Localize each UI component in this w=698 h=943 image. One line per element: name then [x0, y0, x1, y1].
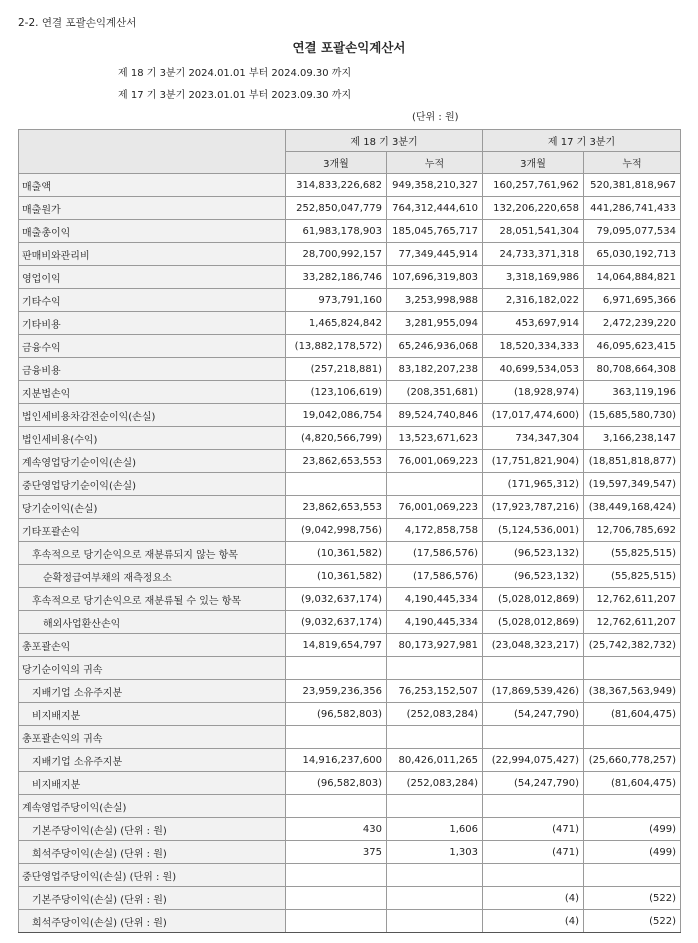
- value-cell: 28,700,992,157: [286, 243, 387, 266]
- value-cell: (9,032,637,174): [286, 611, 387, 634]
- value-cell: 3,318,169,986: [483, 266, 584, 289]
- value-cell: [483, 657, 584, 680]
- header-period-current: 제 18 기 3분기: [286, 130, 483, 152]
- value-cell: (17,586,576): [387, 565, 483, 588]
- row-label: 영업이익: [19, 266, 286, 289]
- value-cell: 430: [286, 818, 387, 841]
- table-row: [19, 427, 681, 450]
- table-row: [19, 749, 681, 772]
- value-cell: 14,064,884,821: [584, 266, 681, 289]
- value-cell: [483, 795, 584, 818]
- value-cell: 734,347,304: [483, 427, 584, 450]
- value-cell: (208,351,681): [387, 381, 483, 404]
- value-cell: [584, 864, 681, 887]
- value-cell: 79,095,077,534: [584, 220, 681, 243]
- value-cell: (499): [584, 841, 681, 864]
- period-prior: 제 17 기 3분기 2023.01.01 부터 2023.09.30 까지: [118, 90, 352, 101]
- value-cell: (17,017,474,600): [483, 404, 584, 427]
- value-cell: (9,032,637,174): [286, 588, 387, 611]
- table-row: [19, 611, 681, 634]
- row-label: 지배기업 소유주지분: [19, 749, 286, 772]
- table-row: [19, 358, 681, 381]
- value-cell: 107,696,319,803: [387, 266, 483, 289]
- value-cell: 3,166,238,147: [584, 427, 681, 450]
- value-cell: 453,697,914: [483, 312, 584, 335]
- table-row: [19, 795, 681, 818]
- value-cell: [387, 657, 483, 680]
- value-cell: [483, 864, 584, 887]
- section-title: 2-2. 연결 포괄손익계산서: [18, 17, 137, 29]
- value-cell: [387, 864, 483, 887]
- value-cell: (17,751,821,904): [483, 450, 584, 473]
- row-label: 지분법손익: [19, 381, 286, 404]
- value-cell: (19,597,349,547): [584, 473, 681, 496]
- value-cell: 12,706,785,692: [584, 519, 681, 542]
- table-row: [19, 519, 681, 542]
- row-label: 기타비용: [19, 312, 286, 335]
- value-cell: 13,523,671,623: [387, 427, 483, 450]
- value-cell: 14,916,237,600: [286, 749, 387, 772]
- value-cell: [387, 795, 483, 818]
- value-cell: 46,095,623,415: [584, 335, 681, 358]
- value-cell: 363,119,196: [584, 381, 681, 404]
- value-cell: (38,367,563,949): [584, 680, 681, 703]
- value-cell: 80,426,011,265: [387, 749, 483, 772]
- value-cell: 764,312,444,610: [387, 197, 483, 220]
- value-cell: 3,281,955,094: [387, 312, 483, 335]
- table-row: [19, 818, 681, 841]
- value-cell: 132,206,220,658: [483, 197, 584, 220]
- value-cell: (5,124,536,001): [483, 519, 584, 542]
- value-cell: 19,042,086,754: [286, 404, 387, 427]
- table-row: [19, 772, 681, 795]
- value-cell: 80,708,664,308: [584, 358, 681, 381]
- value-cell: 12,762,611,207: [584, 611, 681, 634]
- table-body: [19, 174, 681, 933]
- value-cell: (22,994,075,427): [483, 749, 584, 772]
- value-cell: (4): [483, 887, 584, 910]
- row-label: 계속영업주당이익(손실): [19, 795, 286, 818]
- table-row: [19, 726, 681, 749]
- row-label: 매출총이익: [19, 220, 286, 243]
- value-cell: 23,862,653,553: [286, 496, 387, 519]
- value-cell: 185,045,765,717: [387, 220, 483, 243]
- value-cell: [584, 657, 681, 680]
- income-statement-table: [18, 129, 681, 933]
- value-cell: (522): [584, 910, 681, 933]
- value-cell: (10,361,582): [286, 542, 387, 565]
- row-label: 금융수익: [19, 335, 286, 358]
- value-cell: (18,928,974): [483, 381, 584, 404]
- value-cell: [286, 795, 387, 818]
- value-cell: 18,520,334,333: [483, 335, 584, 358]
- value-cell: (257,218,881): [286, 358, 387, 381]
- value-cell: (55,825,515): [584, 565, 681, 588]
- value-cell: 83,182,207,238: [387, 358, 483, 381]
- value-cell: 76,001,069,223: [387, 450, 483, 473]
- value-cell: (252,083,284): [387, 772, 483, 795]
- table-row: [19, 588, 681, 611]
- table-row: [19, 266, 681, 289]
- value-cell: [387, 473, 483, 496]
- row-label: 해외사업환산손익: [19, 611, 286, 634]
- value-cell: (5,028,012,869): [483, 611, 584, 634]
- value-cell: (81,604,475): [584, 772, 681, 795]
- value-cell: (123,106,619): [286, 381, 387, 404]
- row-label: 당기순이익(손실): [19, 496, 286, 519]
- table-row: [19, 864, 681, 887]
- row-label: 중단영업당기순이익(손실): [19, 473, 286, 496]
- table-row: [19, 657, 681, 680]
- row-label: 희석주당이익(손실) (단위 : 원): [19, 841, 286, 864]
- value-cell: (54,247,790): [483, 703, 584, 726]
- table-row: [19, 335, 681, 358]
- table-row: [19, 473, 681, 496]
- header-3month-current: 3개월: [286, 152, 387, 174]
- value-cell: (499): [584, 818, 681, 841]
- value-cell: (55,825,515): [584, 542, 681, 565]
- row-label: 기본주당이익(손실) (단위 : 원): [19, 818, 286, 841]
- value-cell: 314,833,226,682: [286, 174, 387, 197]
- value-cell: (15,685,580,730): [584, 404, 681, 427]
- header-cumulative-current: 누적: [387, 152, 483, 174]
- row-label: 희석주당이익(손실) (단위 : 원): [19, 910, 286, 933]
- value-cell: 4,190,445,334: [387, 588, 483, 611]
- value-cell: [387, 910, 483, 933]
- row-label: 지배기업 소유주지분: [19, 680, 286, 703]
- table-row: [19, 450, 681, 473]
- period-current: 제 18 기 3분기 2024.01.01 부터 2024.09.30 까지: [118, 68, 352, 79]
- table-row: [19, 680, 681, 703]
- row-label: 후속적으로 당기손익으로 재분류될 수 있는 항목: [19, 588, 286, 611]
- value-cell: 14,819,654,797: [286, 634, 387, 657]
- value-cell: 160,257,761,962: [483, 174, 584, 197]
- row-label: 비지배지분: [19, 703, 286, 726]
- header-period-prior: 제 17 기 3분기: [483, 130, 681, 152]
- row-label: 후속적으로 당기순익으로 재분류되지 않는 항목: [19, 542, 286, 565]
- value-cell: (522): [584, 887, 681, 910]
- header-cumulative-prior: 누적: [584, 152, 681, 174]
- value-cell: 33,282,186,746: [286, 266, 387, 289]
- table-row: [19, 243, 681, 266]
- value-cell: 61,983,178,903: [286, 220, 387, 243]
- unit-label: (단위 : 원): [412, 112, 459, 123]
- value-cell: [387, 887, 483, 910]
- row-label: 계속영업당기순이익(손실): [19, 450, 286, 473]
- value-cell: (96,523,132): [483, 542, 584, 565]
- row-label: 기타포괄손익: [19, 519, 286, 542]
- value-cell: 65,030,192,713: [584, 243, 681, 266]
- value-cell: 12,762,611,207: [584, 588, 681, 611]
- value-cell: [286, 726, 387, 749]
- value-cell: (25,660,778,257): [584, 749, 681, 772]
- value-cell: (38,449,168,424): [584, 496, 681, 519]
- value-cell: (96,582,803): [286, 772, 387, 795]
- value-cell: 949,358,210,327: [387, 174, 483, 197]
- header-3month-prior: 3개월: [483, 152, 584, 174]
- value-cell: 973,791,160: [286, 289, 387, 312]
- value-cell: (23,048,323,217): [483, 634, 584, 657]
- value-cell: 23,862,653,553: [286, 450, 387, 473]
- value-cell: 89,524,740,846: [387, 404, 483, 427]
- value-cell: 76,253,152,507: [387, 680, 483, 703]
- value-cell: 40,699,534,053: [483, 358, 584, 381]
- value-cell: 441,286,741,433: [584, 197, 681, 220]
- value-cell: 520,381,818,967: [584, 174, 681, 197]
- value-cell: 1,303: [387, 841, 483, 864]
- value-cell: 2,472,239,220: [584, 312, 681, 335]
- value-cell: 252,850,047,779: [286, 197, 387, 220]
- row-label: 금융비용: [19, 358, 286, 381]
- value-cell: [286, 657, 387, 680]
- value-cell: (4): [483, 910, 584, 933]
- value-cell: 3,253,998,988: [387, 289, 483, 312]
- table-row: [19, 174, 681, 197]
- value-cell: [286, 887, 387, 910]
- value-cell: (96,582,803): [286, 703, 387, 726]
- table-row: [19, 887, 681, 910]
- value-cell: (17,869,539,426): [483, 680, 584, 703]
- value-cell: 24,733,371,318: [483, 243, 584, 266]
- value-cell: (471): [483, 818, 584, 841]
- row-label: 중단영업주당이익(손실) (단위 : 원): [19, 864, 286, 887]
- table-row: [19, 312, 681, 335]
- row-label: 비지배지분: [19, 772, 286, 795]
- table-row: [19, 542, 681, 565]
- row-label: 총포괄손익: [19, 634, 286, 657]
- table-row: [19, 220, 681, 243]
- value-cell: 23,959,236,356: [286, 680, 387, 703]
- value-cell: 80,173,927,981: [387, 634, 483, 657]
- row-label: 매출원가: [19, 197, 286, 220]
- value-cell: 1,465,824,842: [286, 312, 387, 335]
- header-corner: [19, 130, 286, 174]
- value-cell: 76,001,069,223: [387, 496, 483, 519]
- value-cell: (54,247,790): [483, 772, 584, 795]
- value-cell: 77,349,445,914: [387, 243, 483, 266]
- value-cell: 65,246,936,068: [387, 335, 483, 358]
- value-cell: [286, 864, 387, 887]
- value-cell: (9,042,998,756): [286, 519, 387, 542]
- table-row: [19, 841, 681, 864]
- table-row: [19, 197, 681, 220]
- value-cell: (171,965,312): [483, 473, 584, 496]
- row-label: 당기순이익의 귀속: [19, 657, 286, 680]
- value-cell: [483, 726, 584, 749]
- value-cell: 375: [286, 841, 387, 864]
- value-cell: (18,851,818,877): [584, 450, 681, 473]
- value-cell: (17,923,787,216): [483, 496, 584, 519]
- value-cell: [584, 795, 681, 818]
- row-label: 법인세비용(수익): [19, 427, 286, 450]
- row-label: 매출액: [19, 174, 286, 197]
- row-label: 판매비와관리비: [19, 243, 286, 266]
- table-row: [19, 381, 681, 404]
- value-cell: (13,882,178,572): [286, 335, 387, 358]
- value-cell: 6,971,695,366: [584, 289, 681, 312]
- row-label: 기본주당이익(손실) (단위 : 원): [19, 887, 286, 910]
- table-row: [19, 565, 681, 588]
- row-label: 기타수익: [19, 289, 286, 312]
- table-row: [19, 289, 681, 312]
- value-cell: (5,028,012,869): [483, 588, 584, 611]
- value-cell: (10,361,582): [286, 565, 387, 588]
- value-cell: (25,742,382,732): [584, 634, 681, 657]
- value-cell: [286, 910, 387, 933]
- value-cell: (81,604,475): [584, 703, 681, 726]
- document-title: 연결 포괄손익계산서: [292, 40, 406, 55]
- value-cell: [584, 726, 681, 749]
- value-cell: 2,316,182,022: [483, 289, 584, 312]
- value-cell: (252,083,284): [387, 703, 483, 726]
- value-cell: [387, 726, 483, 749]
- value-cell: 4,190,445,334: [387, 611, 483, 634]
- value-cell: 28,051,541,304: [483, 220, 584, 243]
- row-label: 순확정급여부채의 재측정요소: [19, 565, 286, 588]
- table-row: [19, 404, 681, 427]
- table-row: [19, 910, 681, 933]
- value-cell: (471): [483, 841, 584, 864]
- value-cell: 1,606: [387, 818, 483, 841]
- value-cell: (4,820,566,799): [286, 427, 387, 450]
- value-cell: 4,172,858,758: [387, 519, 483, 542]
- value-cell: [286, 473, 387, 496]
- value-cell: (17,586,576): [387, 542, 483, 565]
- value-cell: (96,523,132): [483, 565, 584, 588]
- row-label: 법인세비용차감전순이익(손실): [19, 404, 286, 427]
- table-row: [19, 496, 681, 519]
- row-label: 총포괄손익의 귀속: [19, 726, 286, 749]
- table-row: [19, 634, 681, 657]
- table-row: [19, 703, 681, 726]
